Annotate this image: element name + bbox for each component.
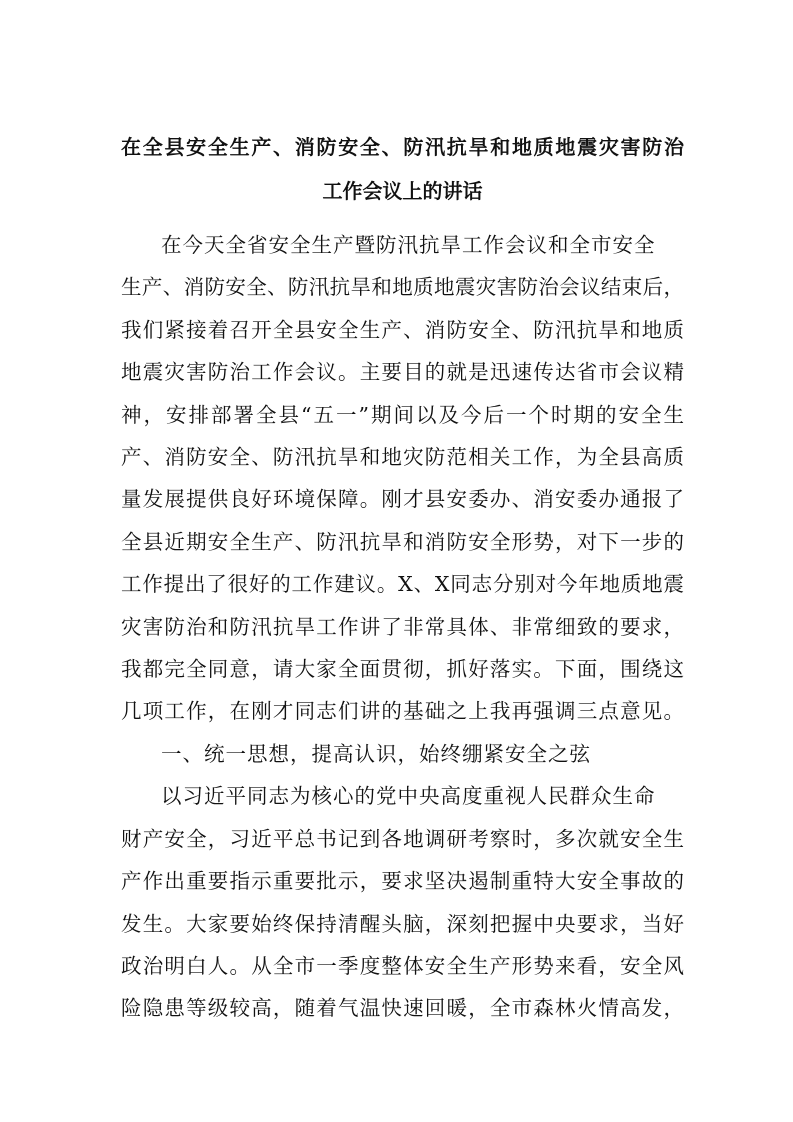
paragraph-line: 神，安排部署全县“五一”期间以及今后一个时期的安全生 [121, 402, 684, 427]
paragraph-line: 在今天全省安全生产暨防汛抗旱工作会议和全市安全 [161, 233, 656, 257]
paragraph-line: 险隐患等级较高，随着气温快速回暖，全市森林火情高发， [121, 996, 684, 1021]
paragraph-line: 以习近平同志为核心的党中央高度重视人民群众生命 [161, 784, 656, 809]
document-body [121, 224, 684, 1030]
title-line-1: 在全县安全生产、消防安全、防汛抗旱和地质地震灾害防治 [121, 135, 684, 159]
paragraph-line: 财产安全，习近平总书记到各地调研考察时，多次就安全生 [121, 826, 684, 851]
paragraph-line: 发生。大家要始终保持清醒头脑，深刻把握中央要求，当好 [121, 911, 684, 936]
paragraph-line: 地震灾害防治工作会议。主要目的就是迅速传达省市会议精 [121, 360, 684, 385]
paragraph-line: 工作提出了很好的工作建议。X、X同志分别对今年地质地震 [121, 572, 684, 597]
paragraph-line: 几项工作，在刚才同志们讲的基础之上我再强调三点意见。 [121, 699, 684, 724]
paragraph-line: 我都完全同意，请大家全面贯彻，抓好落实。下面，围绕这 [121, 657, 684, 682]
paragraph-line: 生产、消防安全、防汛抗旱和地质地震灾害防治会议结束后， [121, 275, 684, 300]
paragraph-line: 量发展提供良好环境保障。刚才县安委办、消安委办通报了 [121, 487, 684, 512]
paragraph-line: 产、消防安全、防汛抗旱和地灾防范相关工作，为全县高质 [121, 445, 684, 470]
paragraph-line: 全县近期安全生产、防汛抗旱和消防安全形势，对下一步的 [121, 529, 684, 554]
document-title [121, 125, 684, 213]
title-line-2: 工作会议上的讲话 [322, 179, 483, 203]
paragraph-line: 政治明白人。从全市一季度整体安全生产形势来看，安全风 [121, 953, 684, 978]
section-heading: 一、统一思想，提高认识，始终绷紧安全之弦 [161, 741, 591, 766]
paragraph-line: 灾害防治和防汛抗旱工作讲了非常具体、非常细致的要求， [121, 614, 684, 639]
paragraph-line: 产作出重要指示重要批示，要求坚决遏制重特大安全事故的 [121, 869, 684, 894]
paragraph-line: 我们紧接着召开全县安全生产、消防安全、防汛抗旱和地质 [121, 317, 684, 342]
